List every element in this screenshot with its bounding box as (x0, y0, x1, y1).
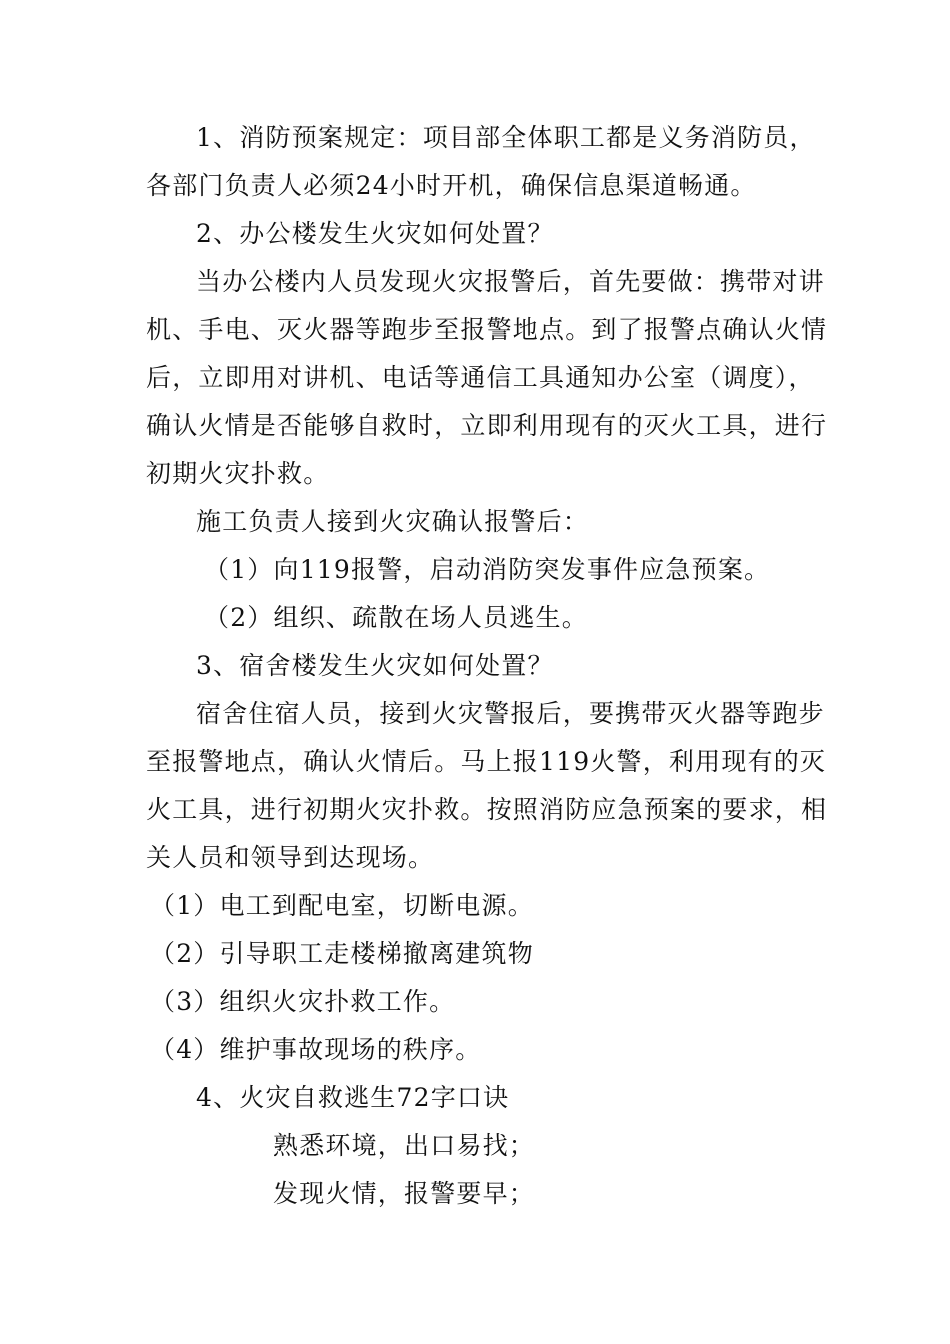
paragraph-line-4: 机、手电、灭火器等跑步至报警地点。到了报警点确认火情 (146, 315, 828, 344)
list-item-4: （2）引导职工走楼梯撤离建筑物 (150, 939, 534, 968)
paragraph-line-10: 至报警地点，确认火情后。马上报119火警，利用现有的灭 (146, 747, 827, 776)
paragraph-line-11: 火工具，进行初期火灾扑救。按照消防应急预案的要求，相 (146, 795, 828, 824)
paragraph-line-1: 1、消防预案规定：项目部全体职工都是义务消防员， (196, 123, 816, 152)
paragraph-line-8: 施工负责人接到火灾确认报警后： (196, 507, 590, 536)
paragraph-line-9: 宿舍住宿人员，接到火灾警报后，要携带灭火器等跑步 (196, 699, 825, 728)
list-item-1: （1）向119报警，启动消防突发事件应急预案。 (204, 555, 771, 584)
poem-line-1: 熟悉环境，出口易找； (273, 1131, 536, 1160)
section-heading-3: 3、宿舍楼发生火灾如何处置？ (196, 651, 554, 680)
paragraph-line-3: 当办公楼内人员发现火灾报警后，首先要做：携带对讲 (196, 267, 825, 296)
poem-line-2: 发现火情，报警要早； (273, 1179, 536, 1208)
list-item-2: （2）组织、疏散在场人员逃生。 (204, 603, 588, 632)
list-item-5: （3）组织火灾扑救工作。 (150, 987, 456, 1016)
list-item-6: （4）维护事故现场的秩序。 (150, 1035, 482, 1064)
paragraph-line-5: 后，立即用对讲机、电话等通信工具通知办公室（调度）， (146, 363, 815, 392)
section-heading-2: 2、办公楼发生火灾如何处置？ (196, 219, 554, 248)
paragraph-line-7: 初期火灾扑救。 (146, 459, 330, 488)
paragraph-line-6: 确认火情是否能够自救时，立即利用现有的灭火工具，进行 (146, 411, 828, 440)
paragraph-line-12: 关人员和领导到达现场。 (146, 843, 435, 872)
list-item-3: （1）电工到配电室，切断电源。 (150, 891, 534, 920)
section-heading-4: 4、火灾自救逃生72字口诀 (196, 1083, 510, 1112)
paragraph-line-2: 各部门负责人必须24小时开机，确保信息渠道畅通。 (146, 171, 757, 200)
